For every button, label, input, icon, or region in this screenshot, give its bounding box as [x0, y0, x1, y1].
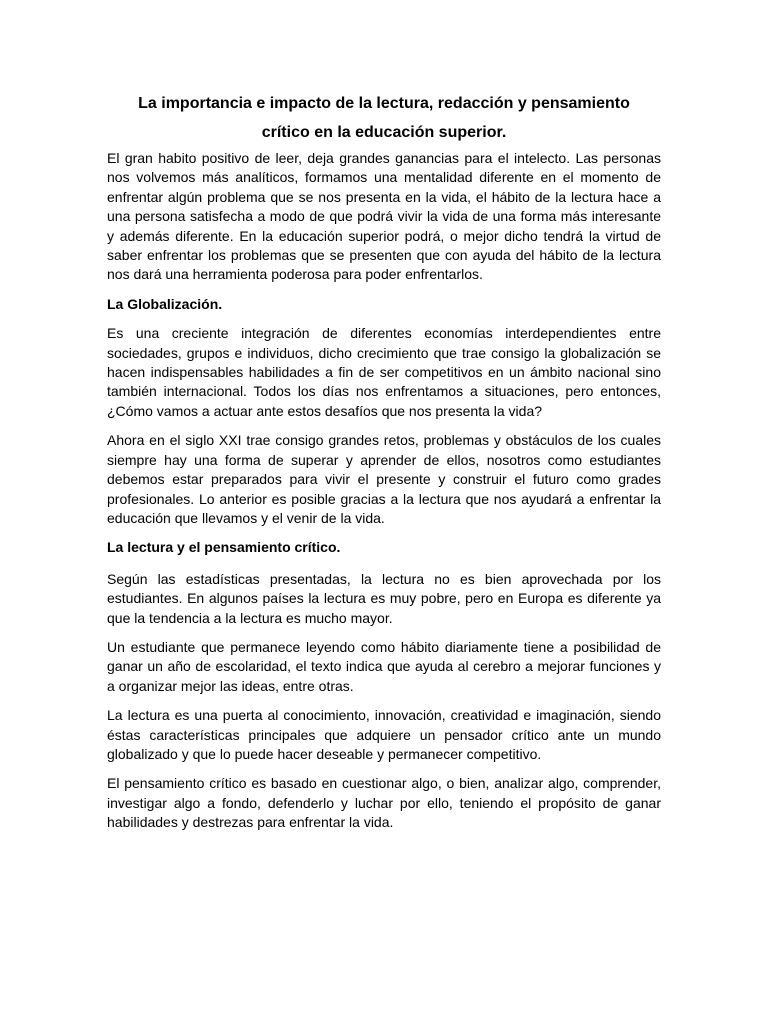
paragraph: Según las estadísticas presentadas, la lectura no es bien aprovechada por los estudiantes. En algunos países la lectura es muy pobre, pero en Europa es diferente ya que la tendencia a la lectura es mucho mayor. [107, 570, 661, 626]
section-heading-lectura-pensamiento: La lectura y el pensamiento crítico. [107, 539, 341, 556]
paragraph: El pensamiento crítico es basado en cuestionar algo, o bien, analizar algo, comprender, investigar algo a fondo, defenderlo y luchar por ello, teniendo el propósito de ganar habilidades y destrezas para enfrentar la vida. [107, 775, 661, 831]
document-title-line-2: crítico en la educación superior. [261, 124, 507, 141]
document-title [107, 89, 661, 147]
section-heading-globalizacion: La Globalización. [107, 295, 223, 312]
document-title-line-1: La importancia e impacto de la lectura, redacción y pensamiento [138, 95, 630, 112]
paragraph: La lectura es una puerta al conocimiento, innovación, creatividad e imaginación, siendo éstas características principales que adquiere un pensador crítico ante un mundo globalizado y que lo puede hacer deseable y permanecer competitivo. [107, 707, 661, 762]
paragraph: Ahora en el siglo XXI trae consigo grandes retos, problemas y obstáculos de los cuales siempre hay una forma de superar y aprender de ellos, nosotros como estudiantes debemos estar preparados para vivir el presente y construir el futuro como grades profesionales. Lo anterior es posible gracias a la lectura que nos ayudará a enfrentar la educación que llevamos y el venir de la vida. [107, 432, 661, 526]
paragraph: Es una creciente integración de diferentes economías interdependientes entre sociedades, grupos e individuos, dicho crecimiento que trae consigo la globalización se hacen indispensables habilidades a fin de ser competitivos en un ámbito nacional sino también internacional. Todos los días nos enfrentamos a situaciones, pero entonces, ¿Cómo vamos a actuar ante estos desafíos que nos presenta la vida? [107, 325, 661, 419]
document-page [107, 89, 661, 833]
paragraph: Un estudiante que permanece leyendo como hábito diariamente tiene a posibilidad de ganar un año de escolaridad, el texto indica que ayuda al cerebro a mejorar funciones y a organizar mejor las ideas, entre otras. [107, 638, 661, 694]
intro-paragraph: El gran habito positivo de leer, deja grandes ganancias para el intelecto. Las personas nos volvemos más analíticos, formamos una mentalidad diferente en el momento de enfrentar algún problema que se nos presenta en la vida, el hábito de la lectura hace a una persona satisfecha a modo de que podrá vivir la vida de una forma más interesante y además diferente. En la educación superior podrá, o mejor dicho tendrá la virtud de saber enfrentar los problemas que se presenten que con ayuda del hábito de la lectura nos dará una herramienta poderosa para poder enfrentarlos. [107, 150, 661, 283]
